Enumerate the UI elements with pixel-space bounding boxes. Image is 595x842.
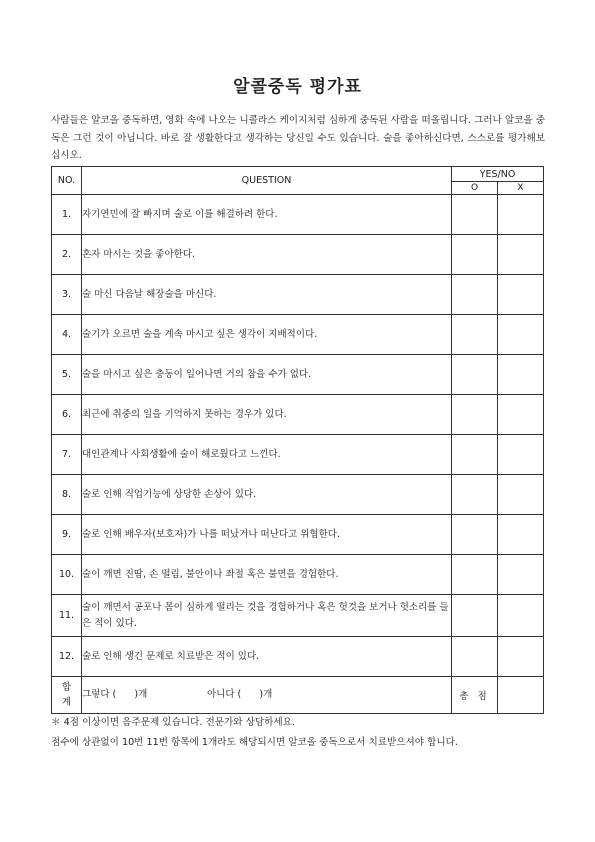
total-row: [52, 677, 544, 714]
no-checkbox-cell[interactable]: [498, 355, 544, 395]
row-number: 2.: [52, 235, 82, 275]
total-label-line-2: 계: [61, 697, 72, 708]
yes-checkbox-cell[interactable]: [452, 195, 498, 235]
row-question: 혼자 마시는 것을 좋아한다.: [82, 235, 452, 275]
no-checkbox-cell[interactable]: [498, 315, 544, 355]
row-number: 3.: [52, 275, 82, 315]
yes-checkbox-cell[interactable]: [452, 515, 498, 555]
yes-checkbox-cell[interactable]: [452, 395, 498, 435]
row-question: 술로 인해 생긴 문제로 치료받은 적이 있다.: [82, 637, 452, 677]
table-row: [52, 235, 544, 275]
table-row: [52, 637, 544, 677]
row-number: 9.: [52, 515, 82, 555]
total-label: [52, 677, 82, 714]
no-checkbox-cell[interactable]: [498, 275, 544, 315]
evaluation-table: [51, 166, 544, 714]
total-label-line-1: 합: [61, 682, 72, 693]
yes-checkbox-cell[interactable]: [452, 475, 498, 515]
row-question: 최근에 취중의 일을 기억하지 못하는 경우가 있다.: [82, 395, 452, 435]
total-no-count[interactable]: 아니다 ( )개: [207, 689, 273, 700]
yes-checkbox-cell[interactable]: [452, 595, 498, 637]
table-row: [52, 555, 544, 595]
yes-checkbox-cell[interactable]: [452, 355, 498, 395]
row-number: 12.: [52, 637, 82, 677]
intro-paragraph: 사람들은 알코올 중독하면, 영화 속에 나오는 니콜라스 케이지처럼 심하게 중독된 사람을 떠올립니다. 그러나 알코올 중독은 그런 것이 아닙니다. 바로 잘 생활한다고 생각하는 당신일 수도 있습니다. 술을 좋아하신다면, 스스로를 평가해보십시오.: [51, 115, 545, 161]
note-treatment: 점수에 상관없이 10번 11번 항목에 1개라도 해당되시면 알코올 중독으로서 치료받으셔야 합니다.: [51, 737, 458, 748]
no-checkbox-cell[interactable]: [498, 555, 544, 595]
table-row: [52, 395, 544, 435]
no-checkbox-cell[interactable]: [498, 435, 544, 475]
row-number: 1.: [52, 195, 82, 235]
row-question: 술로 인해 배우자(보호자)가 나를 떠났거나 떠난다고 위협한다.: [82, 515, 452, 555]
header-x: X: [498, 182, 544, 195]
header-yes-no: YES/NO: [452, 167, 544, 182]
yes-checkbox-cell[interactable]: [452, 315, 498, 355]
yes-checkbox-cell[interactable]: [452, 275, 498, 315]
row-question: 술로 인해 직업기능에 상당한 손상이 있다.: [82, 475, 452, 515]
row-question: 대인관계나 사회생활에 술이 해로웠다고 느낀다.: [82, 435, 452, 475]
no-checkbox-cell[interactable]: [498, 235, 544, 275]
total-yes-count[interactable]: 그렇다 ( )개: [82, 689, 148, 700]
row-number: 11.: [52, 595, 82, 637]
yes-checkbox-cell[interactable]: [452, 435, 498, 475]
total-score-cell[interactable]: [498, 677, 544, 714]
row-question: 술 마신 다음날 해장술을 마신다.: [82, 275, 452, 315]
yes-checkbox-cell[interactable]: [452, 637, 498, 677]
no-checkbox-cell[interactable]: [498, 637, 544, 677]
header-yes: O: [452, 182, 498, 195]
header-question: QUESTION: [82, 167, 452, 195]
no-checkbox-cell[interactable]: [498, 395, 544, 435]
no-checkbox-cell[interactable]: [498, 595, 544, 637]
no-checkbox-cell[interactable]: [498, 475, 544, 515]
table-row: [52, 475, 544, 515]
row-number: 6.: [52, 395, 82, 435]
row-number: 4.: [52, 315, 82, 355]
header-no: NO.: [52, 167, 82, 195]
row-number: 7.: [52, 435, 82, 475]
row-question: 술이 깨면서 공포나 몸이 심하게 떨리는 것을 경험하거나 혹은 헛것을 보거나 헛소리를 들은 적이 있다.: [82, 595, 452, 637]
notes: [51, 713, 551, 753]
total-score-label: 총 점: [452, 677, 498, 714]
yes-checkbox-cell[interactable]: [452, 555, 498, 595]
yes-checkbox-cell[interactable]: [452, 235, 498, 275]
table-row: [52, 355, 544, 395]
row-question: 술을 마시고 싶은 충동이 일어나면 거의 참을 수가 없다.: [82, 355, 452, 395]
table-row: [52, 275, 544, 315]
table-row: [52, 435, 544, 475]
table-row: [52, 515, 544, 555]
table-row: [52, 595, 544, 637]
row-number: 10.: [52, 555, 82, 595]
row-number: 8.: [52, 475, 82, 515]
row-number: 5.: [52, 355, 82, 395]
note-threshold: ＊ 4점 이상이면 음주문제 있습니다. 전문가와 상담하세요.: [51, 717, 295, 728]
table-row: [52, 315, 544, 355]
total-counts: [82, 677, 452, 714]
page-title: 알콜중독 평가표: [233, 77, 362, 97]
row-question: 술기가 오르면 술을 계속 마시고 싶은 생각이 지배적이다.: [82, 315, 452, 355]
table-row: [52, 195, 544, 235]
row-question: 술이 깨면 진땀, 손 떨림, 불안이나 좌절 혹은 불면을 경험한다.: [82, 555, 452, 595]
no-checkbox-cell[interactable]: [498, 515, 544, 555]
no-checkbox-cell[interactable]: [498, 195, 544, 235]
row-question: 자기연민에 잘 빠지며 술로 이를 해결하려 한다.: [82, 195, 452, 235]
